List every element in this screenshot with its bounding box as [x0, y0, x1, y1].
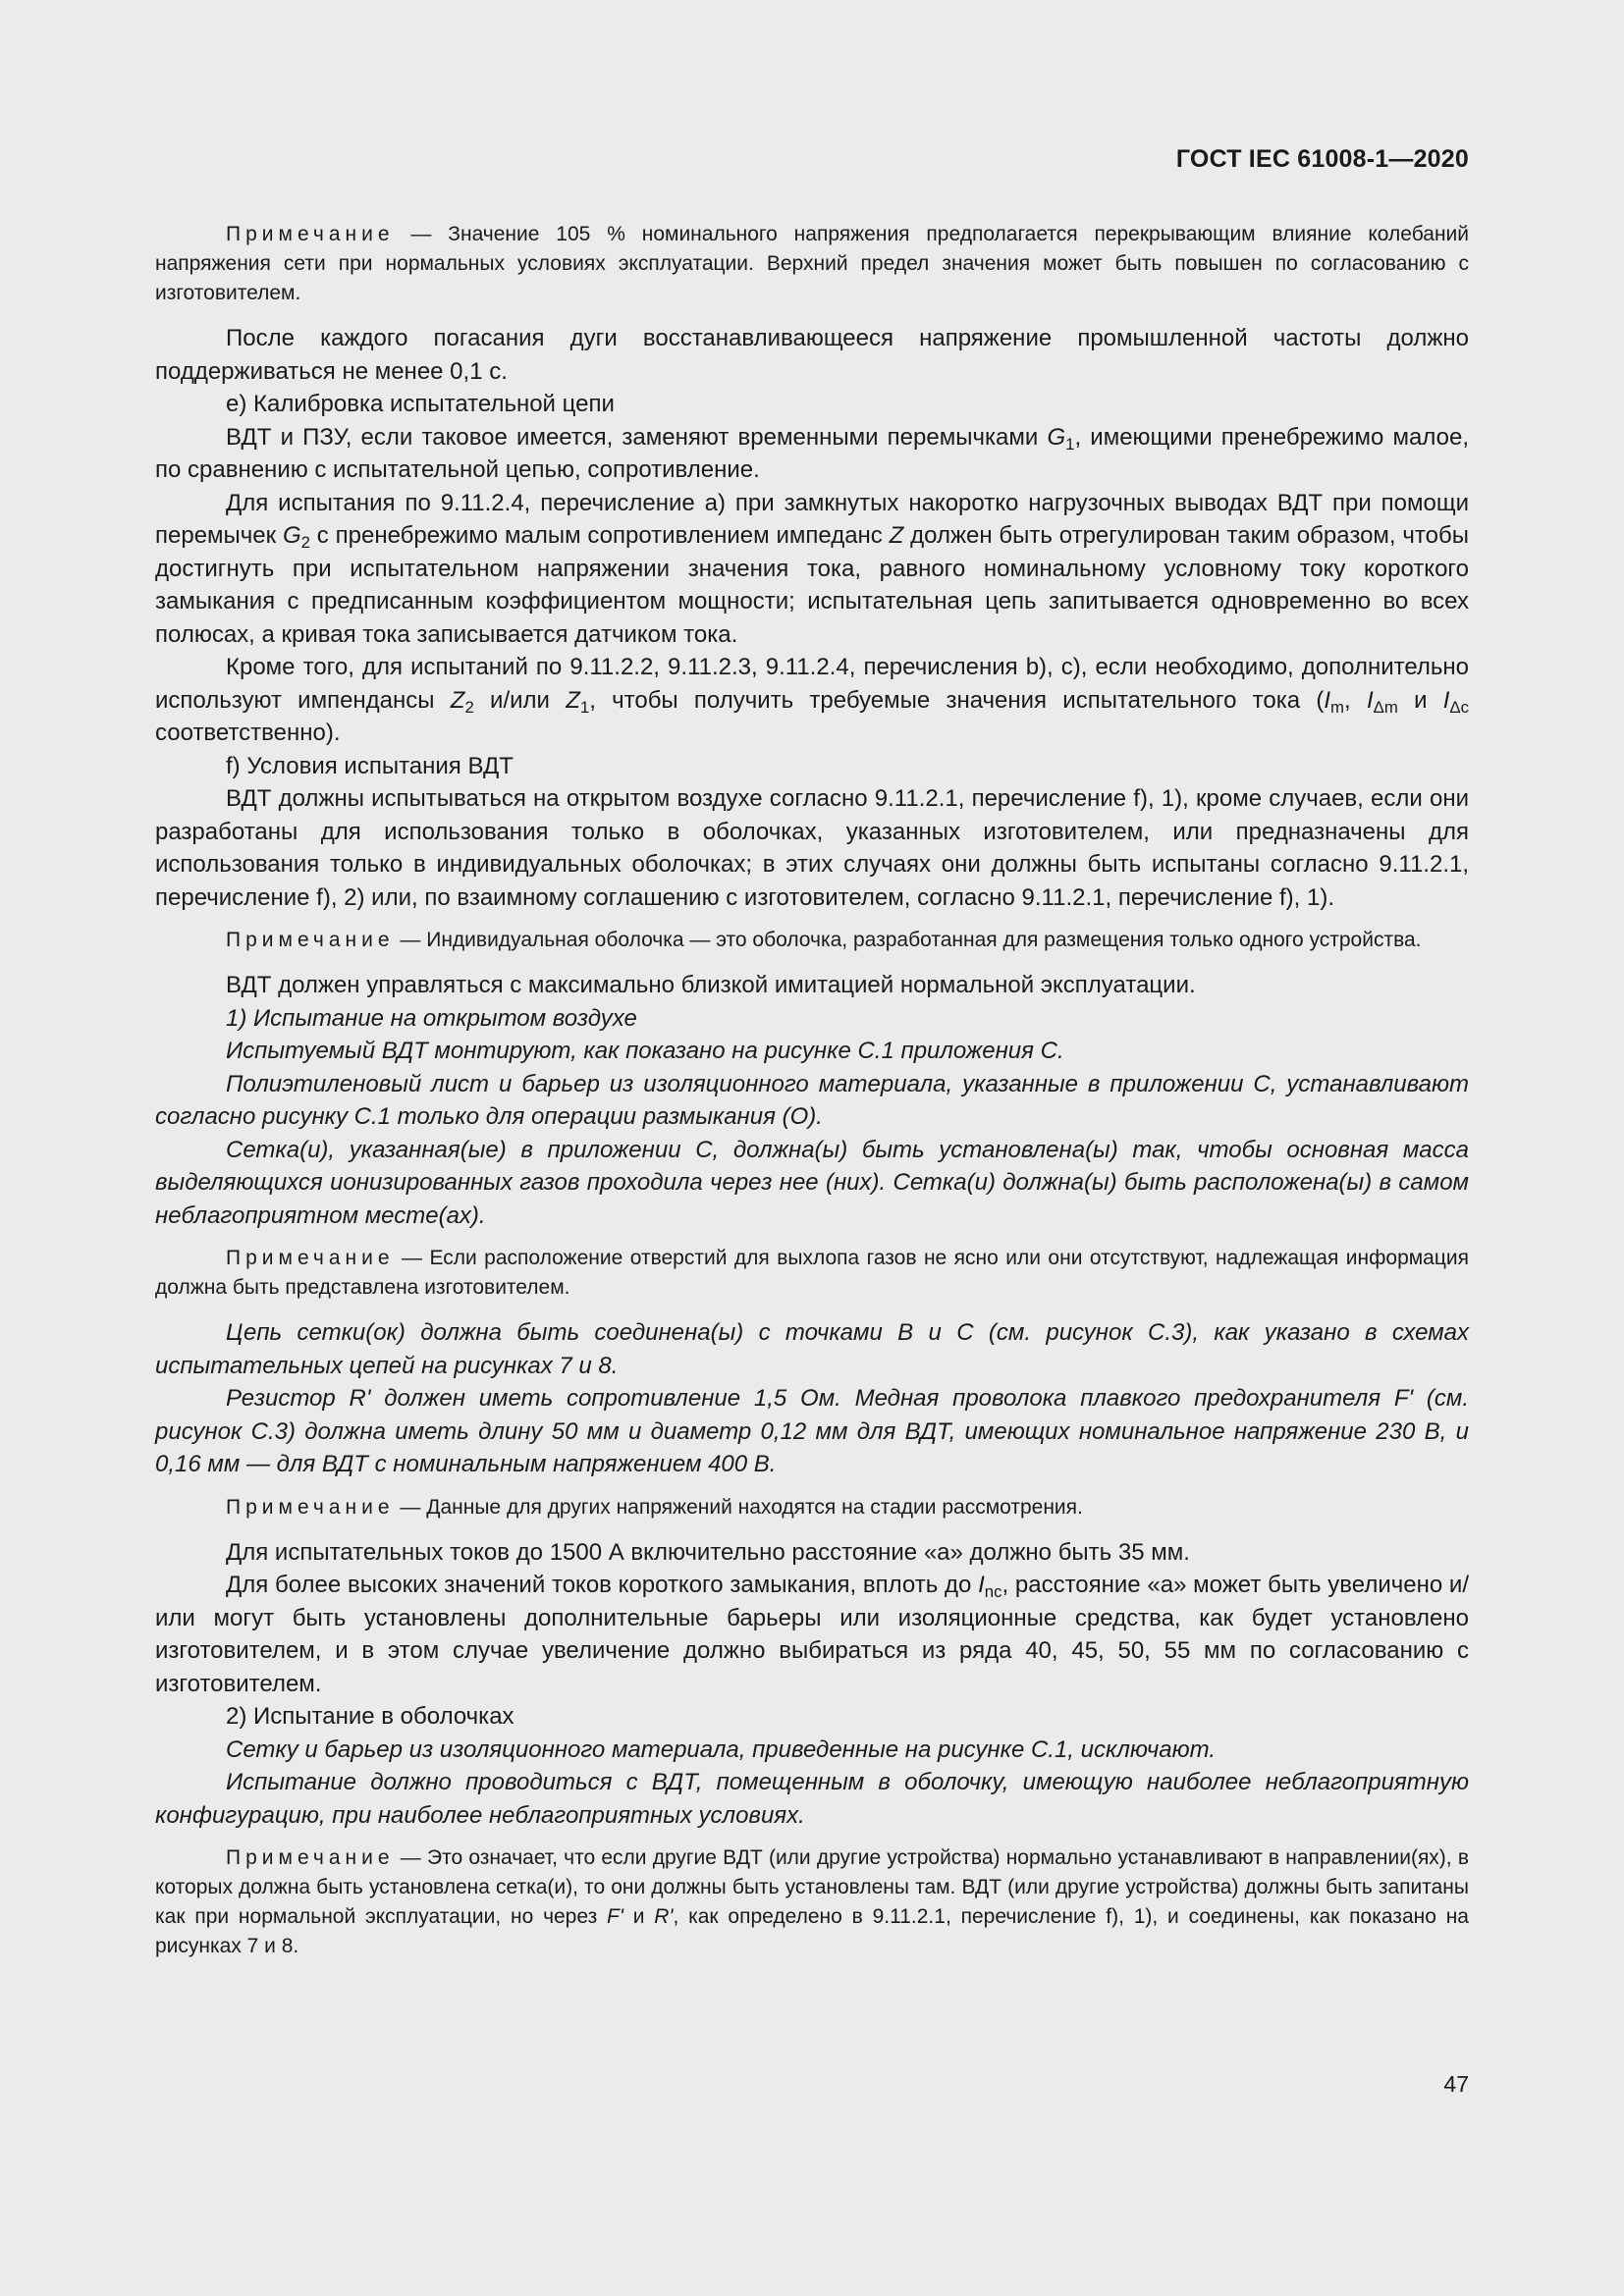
paragraph-enclosure: Испытание должно проводиться с ВДТ, помещенным в оболочку, имеющую наиболее неблагоприятную конфигурацию, при наиболее неблагоприятных условиях. [155, 1769, 1469, 1829]
paragraph-polyethylene: Полиэтиленовый лист и барьер из изоляционного материала, указанные в приложении С, устанавливают согласно рисунку С.1 только для операции размыкания (О). [155, 1070, 1469, 1130]
heading-test-conditions: f) Условия испытания ВДТ [226, 752, 514, 779]
paragraph-impedances-z1-z2: Кроме того, для испытаний по 9.11.2.2, 9.11.2.3, 9.11.2.4, перечисления b), c), если необходимо, дополнительно используют импендансы $Z_2$ и/или $Z_1$, чтобы получить требуемые значения испытательного тока ($I_m$, $I_{\Delta m}$ и $I_{\Delta c}$ соответственно). [155, 654, 1470, 746]
note-2: Примечание — Индивидуальная оболочка — это оболочка, разработанная для размещения только одного устройства. [226, 929, 1422, 951]
paragraph-resistor: Резистор R' должен иметь сопротивление 1,5 Ом. Медная проволока плавкого предохранителя F' (см. рисунок С.3) должна иметь длину 50 мм и диаметр 0,12 мм для ВДТ, имеющих номинальное напряжение 230 В, и 0,16 мм — для ВДТ с номинальным напряжением 400 В. [155, 1385, 1469, 1477]
note-3: Примечание — Если расположение отверстий для выхлопа газов не ясно или они отсутствуют, надлежащая информация должна быть представлена изготовителем. [155, 1247, 1469, 1299]
page-content [155, 220, 1469, 1961]
paragraph-jumpers: ВДТ и ПЗУ, если таковое имеется, заменяют временными перемычками $G_1$, имеющими пренебрежимо малое, по сравнению с испытательной цепью, сопротивление. [155, 423, 1469, 483]
note-4: Примечание — Данные для других напряжений находятся на стадии рассмотрения. [226, 1495, 1083, 1519]
paragraph-higher-currents: Для более высоких значений токов короткого замыкания, вплоть до $I_{nc}$, расстояние «а» может быть увеличено и/или могут быть установлены дополнительные барьеры или изоляционные средства, как будет установлено изготовителем, и в этом случае увеличение должно выбираться из ряда 40, 45, 50, 55 мм по согласованию с изготовителем. [155, 1572, 1470, 1697]
heading-open-air-test: 1) Испытание на открытом воздухе [226, 1004, 637, 1032]
paragraph-arc-voltage: После каждого погасания дуги восстанавливающееся напряжение промышленной частоты должно поддерживаться не менее 0,1 с. [155, 325, 1469, 385]
paragraph-distance-a: Для испытательных токов до 1500 А включительно расстояние «а» должно быть 35 мм. [226, 1538, 1190, 1566]
paragraph-grid-circuit: Цепь сетки(ок) должна быть соединена(ы) с точками В и С (см. рисунок С.3), как указано в схемах испытательных цепей на рисунках 7 и 8. [155, 1319, 1469, 1379]
paragraph-mounting: Испытуемый ВДТ монтируют, как показано на рисунке С.1 приложения С. [226, 1038, 1064, 1064]
note-label: Примечание [226, 223, 395, 245]
paragraph-impedance-z: Для испытания по 9.11.2.4, перечисление а) при замкнутых накоротко нагрузочных выводах ВДТ при помощи перемычек $G_2$ с пренебрежимо малым сопротивлением импеданс Z должен быть отрегулирован таким образом, чтобы достигнуть при испытательном напряжении значения тока, равного номинальному условному току короткого замыкания с предписанным коэффициентом мощности; испытательная цепь запитывается одновременно во всех полюсах, а кривая тока записывается датчиком тока. [155, 489, 1469, 648]
note-5: Примечание — Это означает, что если другие ВДТ (или другие устройства) нормально устанавливают в направлении(ях), в которых должна быть установлена сетка(и), то они должны быть установлены там. ВДТ (или другие устройства) должны быть запитаны как при нормальной эксплуатации, но через F' и R', как определено в 9.11.2.1, перечисление f), 1), и соединены, как показано на рисунках 7 и 8. [155, 1846, 1469, 1957]
page-number: 47 [1443, 2071, 1469, 2097]
paragraph-grid: Сетка(и), указанная(ые) в приложении С, должна(ы) быть установлена(ы) так, чтобы основная масса выделяющихся ионизированных газов проходила через нее (них). Сетка(и) должна(ы) быть расположена(ы) в самом неблагоприятном месте(ах). [155, 1136, 1469, 1229]
document-header: ГОСТ IEC 61008-1—2020 [1175, 145, 1469, 173]
paragraph-open-air: ВДТ должны испытываться на открытом воздухе согласно 9.11.2.1, перечисление f), 1), кроме случаев, если они разработаны для использования только в оболочках, указанных изготовителем, или предназначены для использования только в индивидуальных оболочках; в этих случаях они должны быть испытаны согласно 9.11.2.1, перечисление f), 2) или, по взаимному соглашению с изготовителем, согласно 9.11.2.1, перечисление f), 1). [155, 785, 1469, 911]
note-1: Примечание — Значение 105 % номинального напряжения предполагается перекрывающим влияние колебаний напряжения сети при нормальных условиях эксплуатации. Верхний предел значения может быть повышен по согласованию с изготовителем. [155, 223, 1469, 304]
heading-calibration: е) Калибровка испытательной цепи [226, 391, 615, 417]
paragraph-grid-excluded: Сетку и барьер из изоляционного материала, приведенные на рисунке С.1, исключают. [226, 1735, 1217, 1763]
paragraph-normal-operation: ВДТ должен управляться с максимально близкой имитацией нормальной эксплуатации. [226, 972, 1196, 998]
heading-enclosure-test: 2) Испытание в оболочках [226, 1703, 514, 1730]
